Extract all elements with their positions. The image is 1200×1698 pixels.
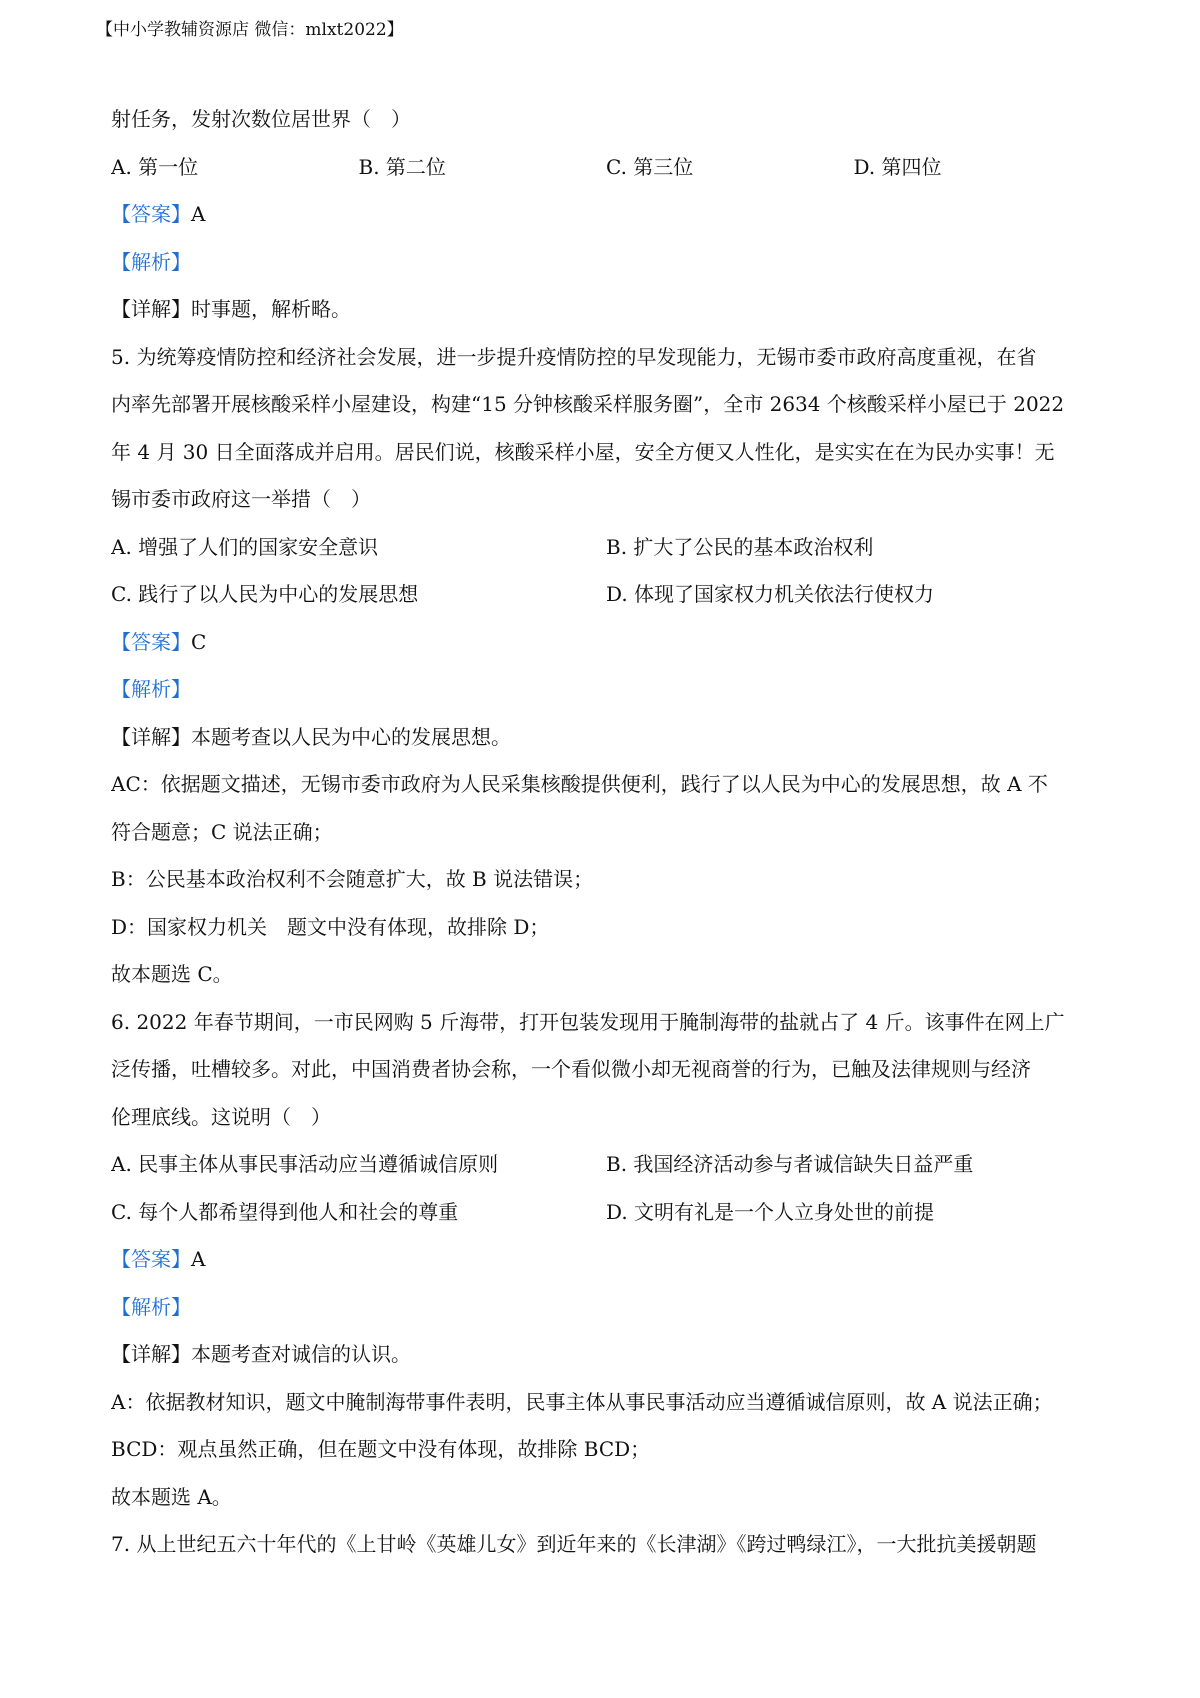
q5-options-row — [111, 571, 1101, 619]
q5-stem-line: 锡市委市政府这一举措（ ） — [111, 487, 371, 511]
answer-tag: 【答案】 — [111, 202, 191, 226]
q5-detail-line: 符合题意；C 说法正确； — [111, 819, 333, 844]
q6-stem-line: 6. 2022 年春节期间，一市民网购 5 斤海带，打开包装发现用于腌制海带的盐就占了 4 斤。该事件在网上广 — [111, 1009, 1065, 1034]
q6-options-row — [111, 1189, 1101, 1237]
q5-detail-line: AC：依据题文描述，无锡市委市政府为人民采集核酸提供便利，践行了以人民为中心的发展思想，故 A 不 — [111, 772, 1048, 796]
q4-analysis — [111, 239, 1101, 287]
q5-stem-line: 内率先部署开展核酸采样小屋建设，构建“15 分钟核酸采样服务圈”，全市 2634 个核酸采样小屋已于 2022 — [111, 392, 1065, 416]
q6-stem-line: 泛传播，吐槽较多。对此，中国消费者协会称，一个看似微小却无视商誉的行为，已触及法律规则与经济 — [111, 1057, 1031, 1081]
q6-detail-line: BCD：观点虽然正确，但在题文中没有体现，故排除 BCD； — [111, 1437, 651, 1461]
q5-detail-line: 【详解】本题考查以人民为中心的发展思想。 — [111, 724, 511, 749]
q5-detail-line: D：国家权力机关 题文中没有体现，故排除 D； — [111, 914, 550, 939]
q4-options — [111, 144, 1101, 192]
q5-option-b: B. 扩大了公民的基本政治权利 — [606, 534, 874, 559]
q6-answer-value: A — [191, 1247, 206, 1271]
q6-detail-line: 故本题选 A。 — [111, 1484, 232, 1509]
q6-analysis — [111, 1284, 1101, 1332]
q5-detail-line: B：公民基本政治权利不会随意扩大，故 B 说法错误； — [111, 867, 594, 891]
q4-answer-value: A — [191, 202, 206, 226]
q4-stem-tail: 射任务，发射次数位居世界（ ） — [111, 107, 411, 131]
q6-option-a: A. 民事主体从事民事活动应当遵循诚信原则 — [111, 1152, 499, 1176]
q6-option-c: C. 每个人都希望得到他人和社会的尊重 — [111, 1199, 459, 1224]
q6-answer — [111, 1236, 1101, 1284]
q5-option-a: A. 增强了人们的国家安全意识 — [111, 534, 379, 559]
q6-option-d: D. 文明有礼是一个人立身处世的前提 — [606, 1199, 935, 1224]
page-header: 【中小学教辅资源店 微信：mlxt2022】 — [96, 20, 404, 40]
q4-option-a: A. 第一位 — [111, 154, 199, 179]
answer-tag: 【答案】 — [111, 1247, 191, 1271]
q5-detail-line: 故本题选 C。 — [111, 962, 233, 986]
q4-option-b: B. 第二位 — [358, 154, 446, 179]
document-content — [111, 96, 1101, 1569]
q5-stem-line: 年 4 月 30 日全面落成并启用。居民们说，核酸采样小屋，安全方便又人性化，是实实在在为民办实事！无 — [111, 439, 1055, 464]
answer-tag: 【答案】 — [111, 629, 191, 654]
q5-option-c: C. 践行了以人民为中心的发展思想 — [111, 582, 419, 606]
analysis-tag: 【解析】 — [111, 1294, 191, 1319]
q6-option-b: B. 我国经济活动参与者诚信缺失日益严重 — [606, 1152, 974, 1176]
q5-analysis — [111, 666, 1101, 714]
q4-option-d: D. 第四位 — [853, 154, 942, 179]
q6-options-row — [111, 1141, 1101, 1189]
analysis-tag: 【解析】 — [111, 249, 191, 274]
q6-detail-line: A：依据教材知识，题文中腌制海带事件表明，民事主体从事民事活动应当遵循诚信原则，故 A 说法正确； — [111, 1389, 1053, 1414]
q5-option-d: D. 体现了国家权力机关依法行使权力 — [606, 582, 935, 606]
q5-answer — [111, 619, 1101, 667]
q4-option-c: C. 第三位 — [606, 154, 694, 179]
q6-stem-line: 伦理底线。这说明（ ） — [111, 1104, 331, 1129]
q5-options-row — [111, 524, 1101, 572]
q4-detail: 【详解】时事题，解析略。 — [111, 297, 351, 321]
q5-answer-value: C — [191, 629, 207, 654]
q6-detail-line: 【详解】本题考查对诚信的认识。 — [111, 1342, 411, 1366]
q5-stem-line: 5. 为统筹疫情防控和经济社会发展，进一步提升疫情防控的早发现能力，无锡市委市政府高度重视，在省 — [111, 344, 1037, 369]
q7-stem-line: 7. 从上世纪五六十年代的《上甘岭《英雄儿女》到近年来的《长津湖》《跨过鸭绿江》，一大批抗美援朝题 — [111, 1532, 1037, 1556]
analysis-tag: 【解析】 — [111, 677, 191, 701]
q4-answer — [111, 191, 1101, 239]
